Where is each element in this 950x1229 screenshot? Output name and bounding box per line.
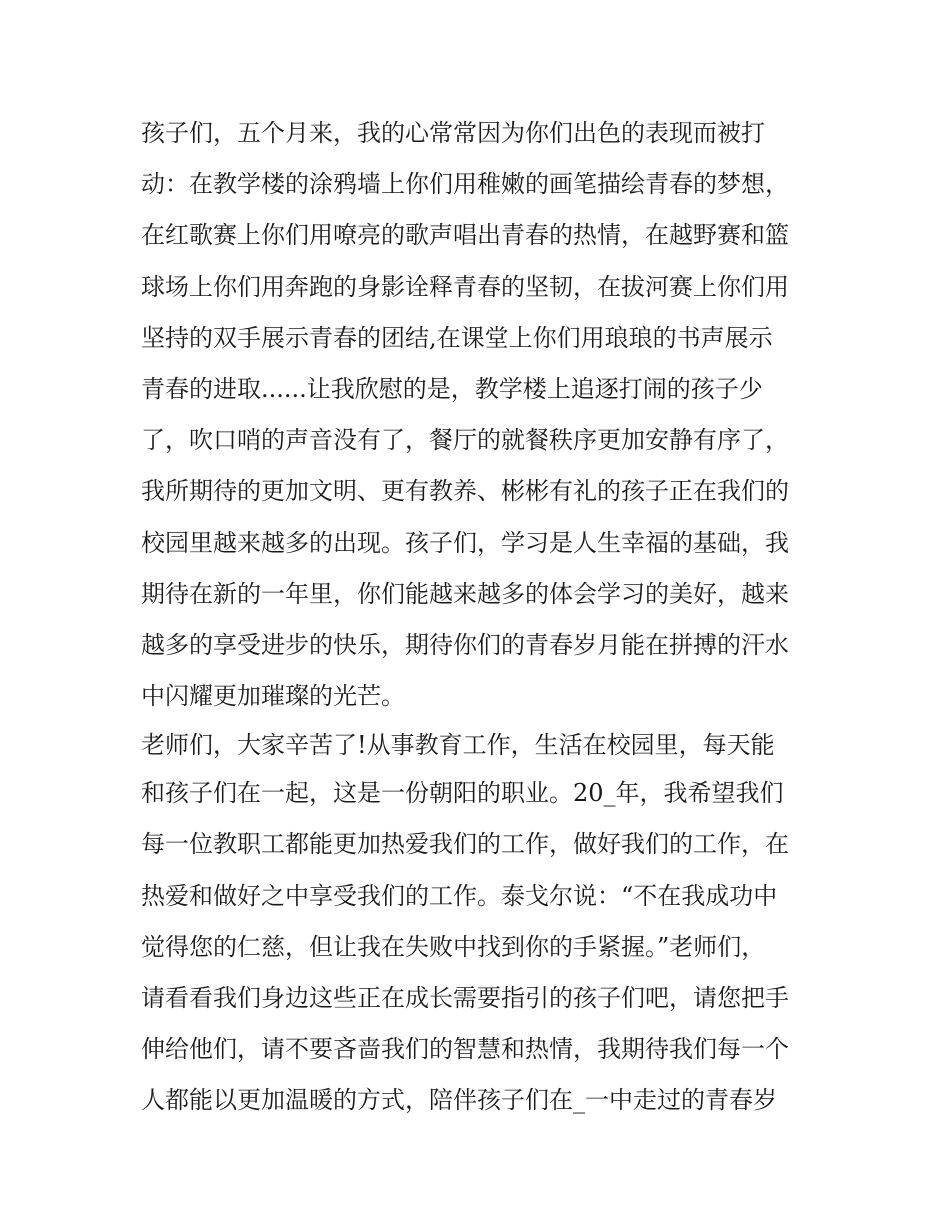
text-line: 每一位教职工都能更加热爱我们的工作，做好我们的工作，在 bbox=[141, 830, 789, 859]
text-line: 和孩子们在一起，这是一份朝阳的职业。20_年，我希望我们 bbox=[141, 779, 784, 808]
text-line: 在红歌赛上你们用嘹亮的歌声唱出青春的热情，在越野赛和篮 bbox=[141, 221, 789, 250]
text-line: 觉得您的仁慈，但让我在失败中找到你的手紧握。”老师们， bbox=[141, 932, 766, 961]
text-line: 请看看我们身边这些正在成长需要指引的孩子们吧，请您把手 bbox=[141, 984, 789, 1012]
text-line: 球场上你们用奔跑的身影诠释青春的坚韧，在拔河赛上你们用 bbox=[141, 272, 789, 301]
text-line: 青春的进取......让我欣慰的是，教学楼上追逐打闹的孩子少 bbox=[141, 374, 763, 403]
document-body bbox=[141, 108, 813, 1127]
text-line: 越多的享受进步的快乐，期待你们的青春岁月能在拼搏的汗水 bbox=[141, 630, 789, 659]
text-line: 动：在教学楼的涂鸦墙上你们用稚嫩的画笔描绘青春的梦想， bbox=[141, 170, 789, 199]
text-line: 中闪耀更加璀璨的光芒。 bbox=[141, 682, 405, 711]
text-line: 了，吹口哨的声音没有了，餐厅的就餐秩序更加安静有序了， bbox=[141, 426, 789, 455]
text-line: 坚持的双手展示青春的团结,在课堂上你们用琅琅的书声展示 bbox=[141, 323, 773, 352]
text-line: 人都能以更加温暖的方式，陪伴孩子们在_一中走过的青春岁 bbox=[141, 1086, 777, 1115]
text-line: 伸给他们，请不要吝啬我们的智慧和热情，我期待我们每一个 bbox=[141, 1035, 789, 1064]
text-line: 校园里越来越多的出现。孩子们，学习是人生幸福的基础，我 bbox=[141, 528, 789, 557]
paragraph-students bbox=[141, 108, 813, 722]
text-line: 老师们，大家辛苦了!从事教育工作，生活在校园里，每天能 bbox=[141, 731, 775, 760]
text-line: 热爱和做好之中享受我们的工作。泰戈尔说：“不在我成功中 bbox=[141, 881, 778, 910]
text-line: 期待在新的一年里，你们能越来越多的体会学习的美好，越来 bbox=[141, 579, 789, 608]
text-line: 我所期待的更加文明、更有教养、彬彬有礼的孩子正在我们的 bbox=[141, 477, 789, 506]
text-line: 孩子们，五个月来，我的心常常因为你们出色的表现而被打 bbox=[141, 119, 765, 147]
paragraph-teachers bbox=[141, 722, 813, 1126]
